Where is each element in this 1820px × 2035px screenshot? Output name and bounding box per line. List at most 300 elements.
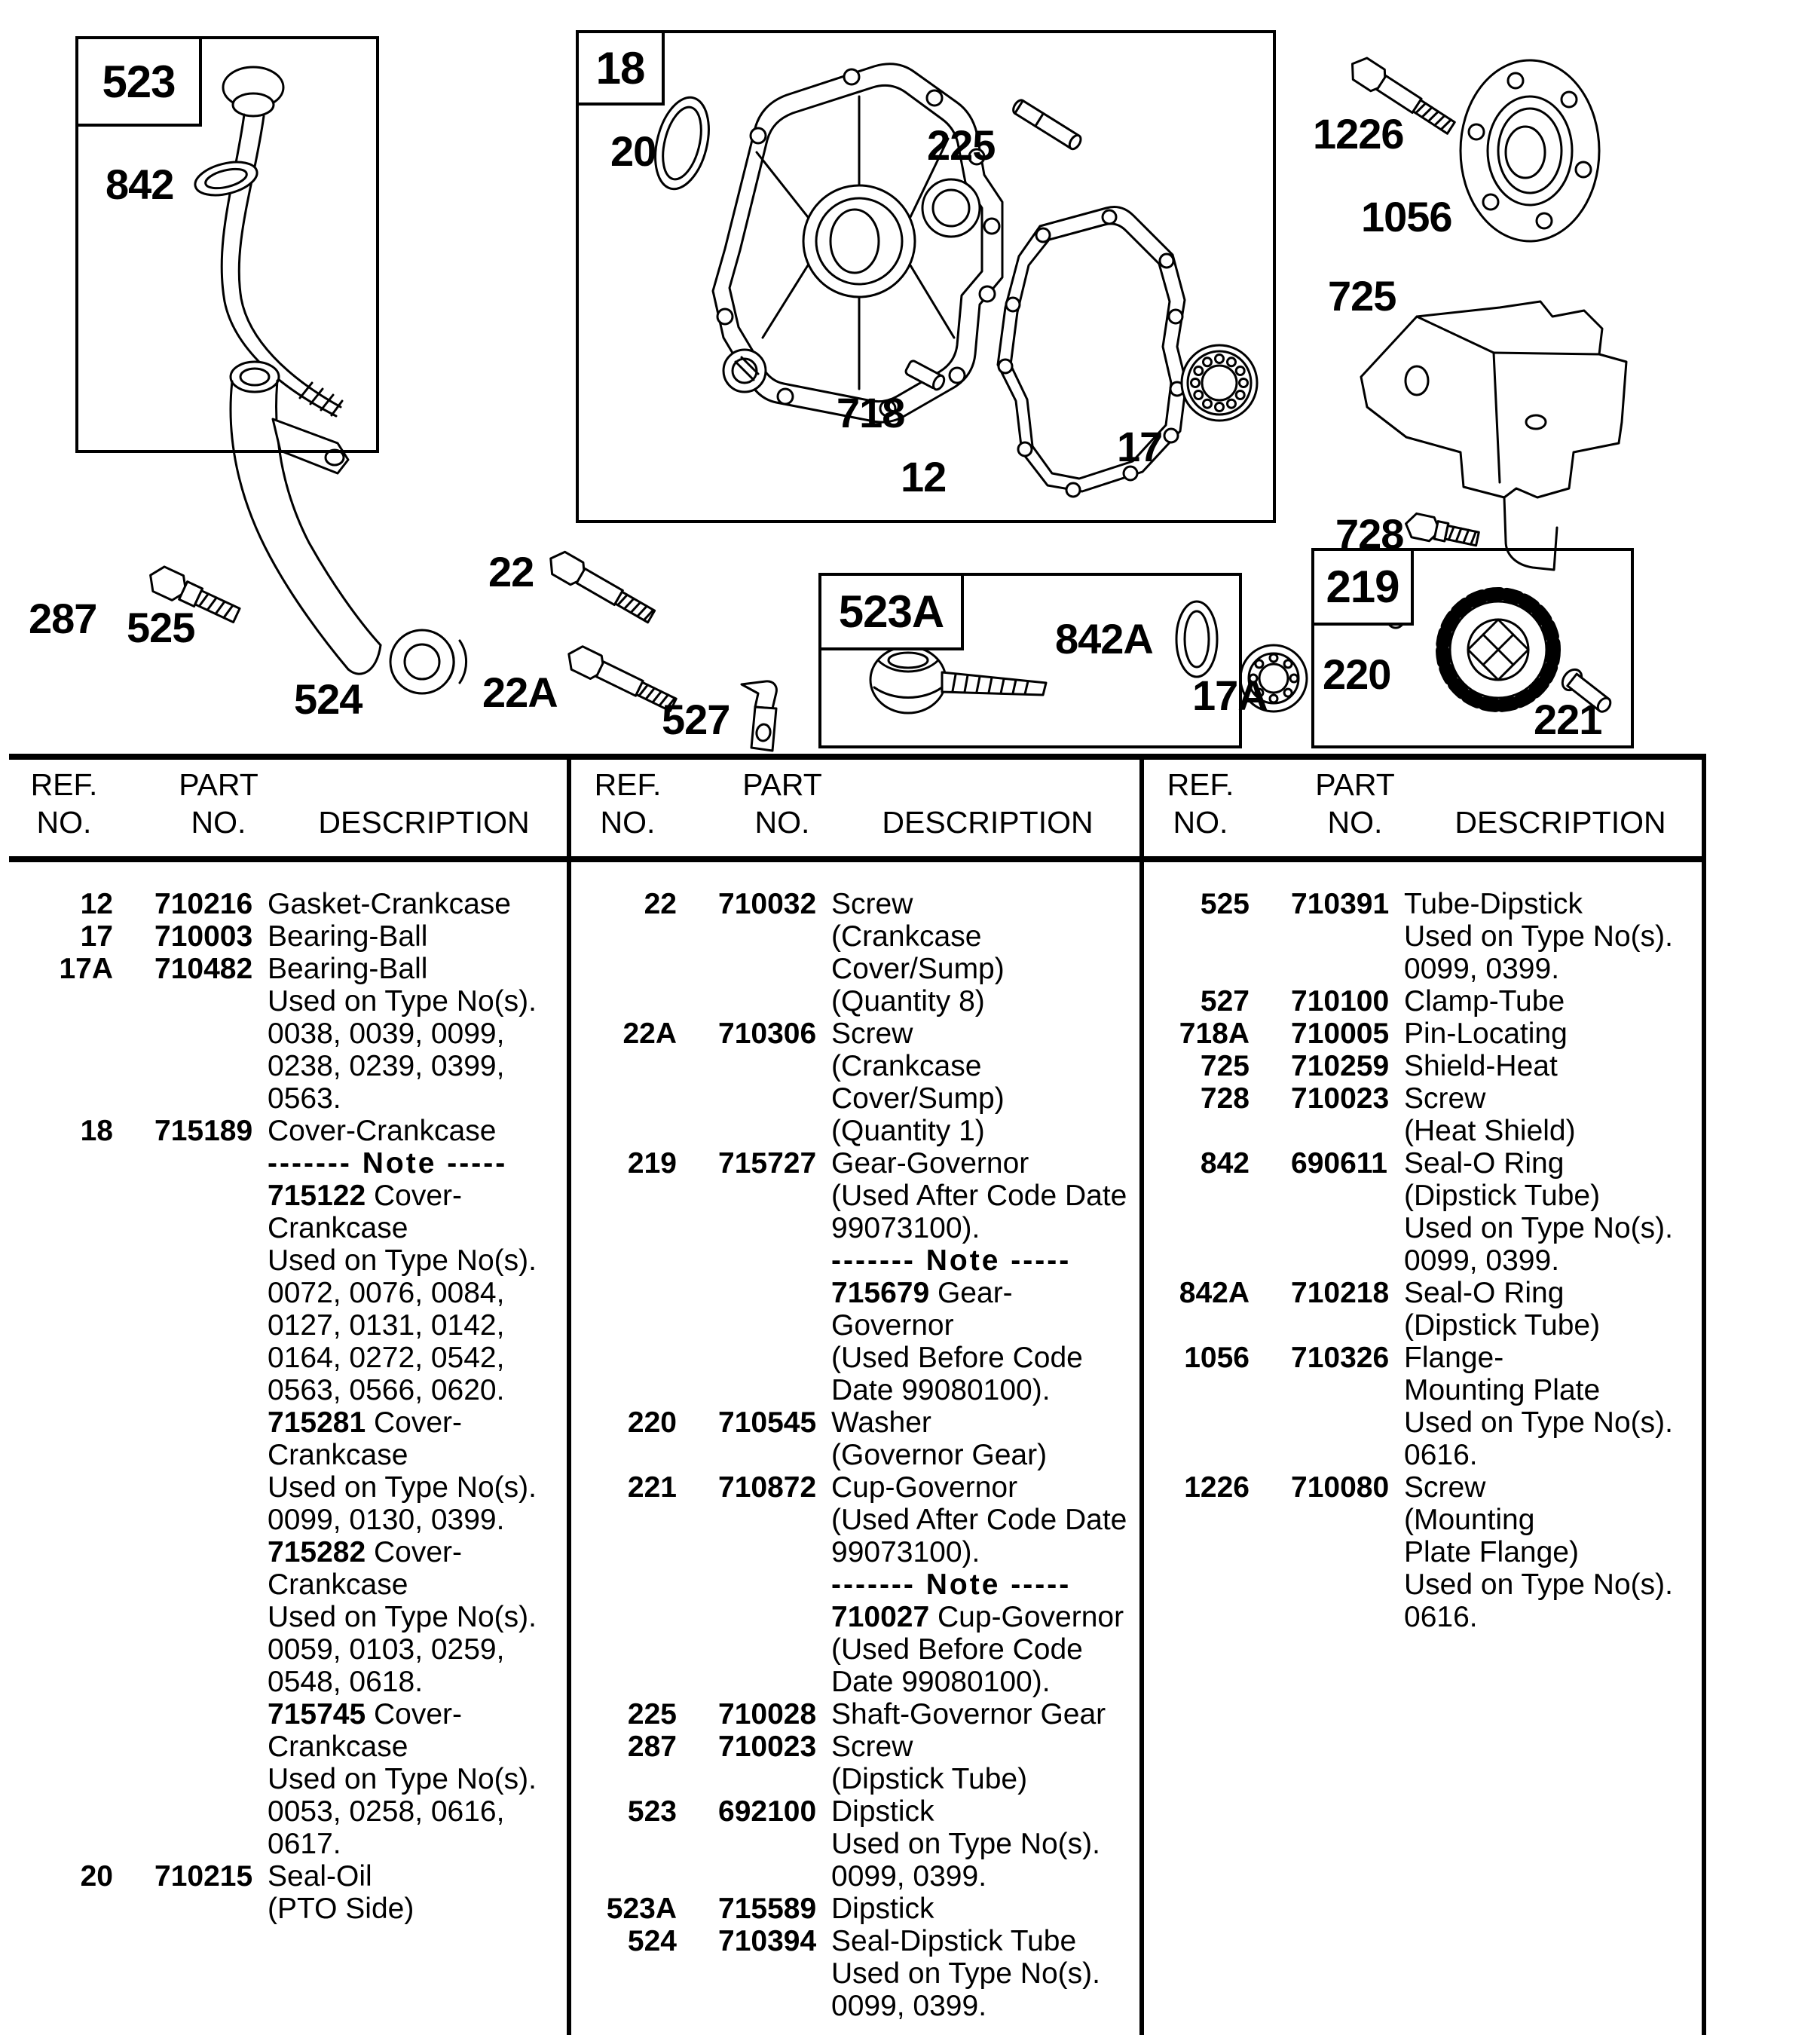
description-cell: Tube-Dipstick <box>1404 888 1583 920</box>
table-row <box>571 920 1133 953</box>
part-no-cell <box>718 1342 831 1374</box>
description-cell: Used on Type No(s). <box>268 1763 537 1795</box>
description-cell: (Dipstick Tube) <box>1404 1309 1601 1342</box>
header-ref-line1: REF. <box>1167 767 1234 802</box>
ref-no-cell <box>571 1244 677 1277</box>
description-cell: (Dipstick Tube) <box>1404 1180 1601 1212</box>
description-cell: Crankcase <box>268 1439 408 1471</box>
part-no-cell <box>718 985 831 1017</box>
table-row <box>1144 1342 1705 1374</box>
exploded-diagram <box>0 0 1820 754</box>
part-no-cell <box>718 1990 831 2022</box>
part-no-cell <box>718 1374 831 1406</box>
ref-no-cell <box>8 1568 113 1601</box>
part-no-cell <box>1291 1244 1404 1277</box>
part-no-cell <box>718 1212 831 1244</box>
part-no-cell <box>154 1633 268 1666</box>
ref-no-cell: 842 <box>1200 1147 1250 1180</box>
table-row <box>571 953 1133 985</box>
ref-no-cell <box>8 985 113 1017</box>
ref-no-cell <box>8 1763 113 1795</box>
table-row <box>1144 1568 1705 1601</box>
part-no-cell <box>718 1666 831 1698</box>
part-no-cell <box>718 1244 831 1277</box>
callout-12: 12 <box>901 453 947 500</box>
description-cell: 0099, 0399. <box>831 1990 987 2022</box>
description-cell: 0617. <box>268 1828 341 1860</box>
table-row <box>571 1860 1133 1893</box>
table-row <box>571 1828 1133 1860</box>
description-cell: 0099, 0399. <box>1404 953 1560 985</box>
table-row <box>571 985 1133 1017</box>
part-no-cell <box>718 1957 831 1990</box>
description-cell: (Quantity 1) <box>831 1115 985 1147</box>
description-cell: 0164, 0272, 0542, <box>268 1342 505 1374</box>
ref-no-cell <box>8 1536 113 1568</box>
box-label-523-text: 523 <box>102 56 176 107</box>
table-header-rule <box>9 856 1706 862</box>
ref-no-cell: 225 <box>627 1698 677 1731</box>
ref-no-cell <box>571 1828 677 1860</box>
description-cell: Dipstick <box>831 1893 934 1925</box>
part-no-cell <box>718 1860 831 1893</box>
description-cell: Washer <box>831 1406 931 1439</box>
header-ref-line2: NO. <box>36 805 92 840</box>
part-no-cell: 710216 <box>154 888 253 920</box>
description-cell: 0053, 0258, 0616, <box>268 1795 505 1828</box>
table-row <box>571 1666 1133 1698</box>
part-no-cell <box>154 1666 268 1698</box>
part-no-cell: 710394 <box>718 1925 817 1957</box>
callout-17: 17 <box>1117 423 1163 470</box>
ref-no-cell: 22A <box>622 1017 677 1050</box>
header-part-line2: NO. <box>1327 805 1383 840</box>
callout-524: 524 <box>294 675 362 723</box>
description-cell: Seal-Dipstick Tube <box>831 1925 1077 1957</box>
callout-728: 728 <box>1335 510 1404 558</box>
description-cell: 715281 Cover- <box>268 1406 462 1439</box>
part-no-cell: 710023 <box>1291 1082 1390 1115</box>
description-cell: 0563. <box>268 1082 341 1115</box>
table-row <box>1144 953 1705 985</box>
ref-no-cell <box>8 1017 113 1050</box>
table-row <box>8 888 569 920</box>
part-no-cell <box>718 1115 831 1147</box>
screw-728-illustration <box>1403 512 1480 550</box>
description-cell: 715282 Cover- <box>268 1536 462 1568</box>
ref-no-cell <box>1144 953 1250 985</box>
description-cell: Shield-Heat <box>1404 1050 1558 1082</box>
description-cell: Seal-O Ring <box>1404 1277 1565 1309</box>
table-row <box>571 1990 1133 2022</box>
callout-20: 20 <box>610 127 656 175</box>
ref-no-cell <box>8 1601 113 1633</box>
description-cell: Plate Flange) <box>1404 1536 1579 1568</box>
part-no-cell <box>154 1309 268 1342</box>
description-cell: 715122 Cover- <box>268 1180 462 1212</box>
callout-527: 527 <box>662 696 730 743</box>
ref-no-cell <box>571 920 677 953</box>
table-row <box>1144 1536 1705 1568</box>
ref-no-cell <box>571 1439 677 1471</box>
part-no-cell: 710218 <box>1291 1277 1390 1309</box>
part-no-cell: 710080 <box>1291 1471 1390 1504</box>
mounting-plate-flange-1056-illustration <box>1461 60 1599 241</box>
description-cell: 710027 Cup-Governor <box>831 1601 1124 1633</box>
part-no-cell <box>154 1212 268 1244</box>
ref-no-cell: 12 <box>80 888 113 920</box>
callout-1056: 1056 <box>1361 193 1452 240</box>
ref-no-cell <box>571 985 677 1017</box>
table-row <box>571 1633 1133 1666</box>
description-cell: 0616. <box>1404 1439 1478 1471</box>
part-no-cell <box>154 1731 268 1763</box>
part-no-cell: 715189 <box>154 1115 253 1147</box>
table-row <box>1144 1050 1705 1082</box>
table-row <box>8 1115 569 1147</box>
part-no-cell <box>1291 1504 1404 1536</box>
table-row <box>571 1504 1133 1536</box>
callout-22A: 22A <box>482 669 558 716</box>
header-description: DESCRIPTION <box>882 805 1094 840</box>
ref-no-cell: 220 <box>627 1406 677 1439</box>
ref-no-cell <box>1144 1406 1250 1439</box>
table-row <box>1144 1115 1705 1147</box>
ref-no-cell: 287 <box>627 1731 677 1763</box>
ref-no-cell <box>571 1763 677 1795</box>
ref-no-cell: 718A <box>1179 1017 1250 1050</box>
table-row <box>1144 1406 1705 1439</box>
header-ref-line2: NO. <box>1173 805 1228 840</box>
table-row <box>571 1212 1133 1244</box>
description-cell: Mounting Plate <box>1404 1374 1601 1406</box>
table-row <box>571 888 1133 920</box>
description-cell: Used on Type No(s). <box>268 1244 537 1277</box>
box-label-18 <box>576 30 665 106</box>
ref-no-cell <box>571 1666 677 1698</box>
description-cell: Crankcase <box>268 1731 408 1763</box>
part-no-cell: 715727 <box>718 1147 817 1180</box>
bolt-22-illustration <box>544 547 657 627</box>
description-cell: Gear-Governor <box>831 1147 1029 1180</box>
table-row <box>571 1568 1133 1601</box>
seal-524-illustration <box>390 630 466 693</box>
ref-no-cell <box>571 1536 677 1568</box>
ref-no-cell <box>1144 1504 1250 1536</box>
part-no-cell <box>1291 1568 1404 1601</box>
part-no-cell: 715589 <box>718 1893 817 1925</box>
description-cell: (Crankcase <box>831 920 982 953</box>
ref-no-cell <box>571 1957 677 1990</box>
table-row <box>1144 1212 1705 1244</box>
ref-no-cell <box>8 1147 113 1180</box>
table-column-2 <box>571 888 1133 2022</box>
ref-no-cell <box>1144 1244 1250 1277</box>
part-no-cell <box>154 1536 268 1568</box>
table-row <box>571 1698 1133 1731</box>
part-no-cell: 692100 <box>718 1795 817 1828</box>
ref-no-cell <box>8 1828 113 1860</box>
table-row <box>571 1795 1133 1828</box>
description-cell: Date 99080100). <box>831 1374 1051 1406</box>
ref-no-cell: 221 <box>627 1471 677 1504</box>
table-row <box>1144 1601 1705 1633</box>
table-row <box>8 1763 569 1795</box>
ref-no-cell <box>571 953 677 985</box>
table-row <box>1144 1504 1705 1536</box>
table-row <box>8 1277 569 1309</box>
ref-no-cell <box>571 1990 677 2022</box>
table-row <box>8 1050 569 1082</box>
description-cell: Shaft-Governor Gear <box>831 1698 1106 1731</box>
table-row <box>571 1536 1133 1568</box>
ref-no-cell <box>571 1277 677 1309</box>
table-row <box>8 1568 569 1601</box>
description-cell: Screw <box>831 888 913 920</box>
part-no-cell <box>1291 1406 1404 1439</box>
ref-no-cell <box>1144 1601 1250 1633</box>
part-no-cell <box>1291 953 1404 985</box>
description-cell: Used on Type No(s). <box>1404 1406 1673 1439</box>
callout-287: 287 <box>29 595 97 642</box>
part-no-cell <box>154 1147 268 1180</box>
description-cell: 0563, 0566, 0620. <box>268 1374 505 1406</box>
ref-no-cell <box>571 1212 677 1244</box>
table-row <box>8 1180 569 1212</box>
part-no-cell <box>718 920 831 953</box>
ref-no-cell <box>8 1439 113 1471</box>
description-cell: 0099, 0399. <box>1404 1244 1560 1277</box>
table-row <box>571 1342 1133 1374</box>
table-row <box>571 1731 1133 1763</box>
table-row <box>8 1471 569 1504</box>
part-no-cell <box>718 953 831 985</box>
table-row <box>571 1244 1133 1277</box>
description-cell: Bearing-Ball <box>268 920 428 953</box>
description-cell: (PTO Side) <box>268 1893 414 1925</box>
description-cell: (Quantity 8) <box>831 985 985 1017</box>
table-row <box>8 1860 569 1893</box>
description-cell: (Dipstick Tube) <box>831 1763 1028 1795</box>
header-part-line2: NO. <box>754 805 810 840</box>
header-part-no <box>1295 766 1415 841</box>
ref-no-cell: 728 <box>1200 1082 1250 1115</box>
description-cell: ------- Note ----- <box>268 1147 508 1180</box>
table-row <box>571 1601 1133 1633</box>
ref-no-cell <box>8 1633 113 1666</box>
part-no-cell <box>1291 920 1404 953</box>
part-no-cell <box>1291 1601 1404 1633</box>
ref-no-cell <box>571 1374 677 1406</box>
part-no-cell <box>154 1050 268 1082</box>
part-no-cell <box>718 1828 831 1860</box>
part-no-cell <box>154 1601 268 1633</box>
table-row <box>571 1893 1133 1925</box>
part-no-cell <box>1291 1180 1404 1212</box>
box-label-219 <box>1311 548 1414 626</box>
ref-no-cell: 18 <box>80 1115 113 1147</box>
part-no-cell <box>718 1601 831 1633</box>
description-cell: Pin-Locating <box>1404 1017 1568 1050</box>
description-cell: 0238, 0239, 0399, <box>268 1050 505 1082</box>
callout-525: 525 <box>127 604 195 651</box>
table-row <box>1144 1147 1705 1180</box>
ref-no-cell <box>8 1406 113 1439</box>
ref-no-cell: 17 <box>80 920 113 953</box>
ref-no-cell <box>1144 1212 1250 1244</box>
ref-no-cell: 523A <box>606 1893 677 1925</box>
part-no-cell <box>1291 1212 1404 1244</box>
table-row <box>1144 1017 1705 1050</box>
table-row <box>571 1925 1133 1957</box>
description-cell: 715679 Gear- <box>831 1277 1013 1309</box>
part-no-cell: 710482 <box>154 953 253 985</box>
part-no-cell <box>154 1698 268 1731</box>
group-box-18 <box>576 30 1276 523</box>
description-cell: 0616. <box>1404 1601 1478 1633</box>
ref-no-cell <box>8 1050 113 1082</box>
description-cell: Used on Type No(s). <box>831 1957 1100 1990</box>
box-label-219-text: 219 <box>1326 562 1399 612</box>
table-row <box>8 1536 569 1568</box>
description-cell: 715745 Cover- <box>268 1698 462 1731</box>
part-no-cell <box>718 1633 831 1666</box>
ref-no-cell <box>8 1342 113 1374</box>
header-ref-line2: NO. <box>600 805 656 840</box>
description-cell: 0038, 0039, 0099, <box>268 1017 505 1050</box>
table-row <box>1144 1471 1705 1504</box>
ref-no-cell <box>8 1893 113 1925</box>
description-cell: Used on Type No(s). <box>1404 1568 1673 1601</box>
ref-no-cell <box>1144 1568 1250 1601</box>
ref-no-cell <box>8 1277 113 1309</box>
header-description: DESCRIPTION <box>318 805 530 840</box>
description-cell: 99073100). <box>831 1212 980 1244</box>
table-row <box>8 1439 569 1471</box>
table-row <box>1144 888 1705 920</box>
description-cell: Flange- <box>1404 1342 1504 1374</box>
description-cell: Date 99080100). <box>831 1666 1051 1698</box>
description-cell: (Heat Shield) <box>1404 1115 1576 1147</box>
ref-no-cell: 525 <box>1200 888 1250 920</box>
ref-no-cell <box>571 1082 677 1115</box>
description-cell: (Governor Gear) <box>831 1439 1048 1471</box>
ref-no-cell <box>1144 1536 1250 1568</box>
ref-no-cell <box>8 1666 113 1698</box>
description-cell: Cup-Governor <box>831 1471 1018 1504</box>
description-cell: Seal-O Ring <box>1404 1147 1565 1180</box>
ref-no-cell: 1056 <box>1184 1342 1250 1374</box>
description-cell: Cover-Crankcase <box>268 1115 497 1147</box>
part-no-cell <box>718 1277 831 1309</box>
ref-no-cell: 22 <box>644 888 677 920</box>
part-no-cell: 710259 <box>1291 1050 1390 1082</box>
part-no-cell <box>1291 1536 1404 1568</box>
table-column-3 <box>1144 888 1705 1633</box>
part-no-cell <box>718 1050 831 1082</box>
table-row <box>8 953 569 985</box>
description-cell: 99073100). <box>831 1536 980 1568</box>
ref-no-cell <box>571 1568 677 1601</box>
box-label-523A-text: 523A <box>838 586 944 637</box>
ref-no-cell: 842A <box>1179 1277 1250 1309</box>
ref-no-cell: 725 <box>1200 1050 1250 1082</box>
callout-225: 225 <box>927 121 996 169</box>
ref-no-cell <box>8 1795 113 1828</box>
ref-no-cell <box>8 1212 113 1244</box>
table-row <box>571 1957 1133 1990</box>
description-cell: 0548, 0618. <box>268 1666 424 1698</box>
table-row <box>8 1406 569 1439</box>
callout-842: 842 <box>106 161 174 208</box>
table-column-1 <box>8 888 569 1925</box>
part-no-cell <box>154 1180 268 1212</box>
description-cell: Dipstick <box>831 1795 934 1828</box>
part-no-cell: 710306 <box>718 1017 817 1050</box>
ref-no-cell <box>1144 920 1250 953</box>
description-cell: Screw <box>831 1731 913 1763</box>
ref-no-cell <box>571 1504 677 1536</box>
part-no-cell <box>154 1017 268 1050</box>
part-no-cell <box>718 1763 831 1795</box>
part-no-cell <box>154 1471 268 1504</box>
ref-no-cell <box>8 1731 113 1763</box>
table-row <box>571 1180 1133 1212</box>
table-row <box>8 1893 569 1925</box>
table-row <box>571 1277 1133 1309</box>
table-row <box>1144 1277 1705 1309</box>
table-row <box>8 1147 569 1180</box>
ref-no-cell: 17A <box>59 953 113 985</box>
table-row <box>1144 1082 1705 1115</box>
table-row <box>8 1666 569 1698</box>
table-row <box>1144 1374 1705 1406</box>
part-no-cell: 710005 <box>1291 1017 1390 1050</box>
table-row <box>8 1504 569 1536</box>
header-ref-no <box>571 766 684 841</box>
table-row <box>8 1731 569 1763</box>
ref-no-cell <box>8 1374 113 1406</box>
description-cell: Screw <box>1404 1471 1486 1504</box>
description-cell: Governor <box>831 1309 954 1342</box>
ref-no-cell: 524 <box>627 1925 677 1957</box>
part-no-cell <box>154 1795 268 1828</box>
table-row <box>571 1050 1133 1082</box>
description-cell: Screw <box>1404 1082 1486 1115</box>
header-part-line1: PART <box>179 767 258 802</box>
ref-no-cell: 219 <box>627 1147 677 1180</box>
part-no-cell <box>718 1568 831 1601</box>
ref-no-cell <box>1144 1309 1250 1342</box>
part-no-cell: 710028 <box>718 1698 817 1731</box>
description-cell: ------- Note ----- <box>831 1568 1072 1601</box>
description-cell: Used on Type No(s). <box>268 1471 537 1504</box>
part-no-cell <box>718 1082 831 1115</box>
part-no-cell <box>154 1342 268 1374</box>
table-row <box>8 1601 569 1633</box>
table-row <box>571 1763 1133 1795</box>
table-row <box>571 1439 1133 1471</box>
header-description: DESCRIPTION <box>1454 805 1666 840</box>
box-label-523A <box>818 573 964 650</box>
description-cell: Cover/Sump) <box>831 1082 1005 1115</box>
table-header-col2 <box>571 766 1133 841</box>
table-row <box>8 1244 569 1277</box>
description-cell: (Crankcase <box>831 1050 982 1082</box>
ref-no-cell <box>8 1504 113 1536</box>
description-cell: Used on Type No(s). <box>268 985 537 1017</box>
table-row <box>571 1309 1133 1342</box>
